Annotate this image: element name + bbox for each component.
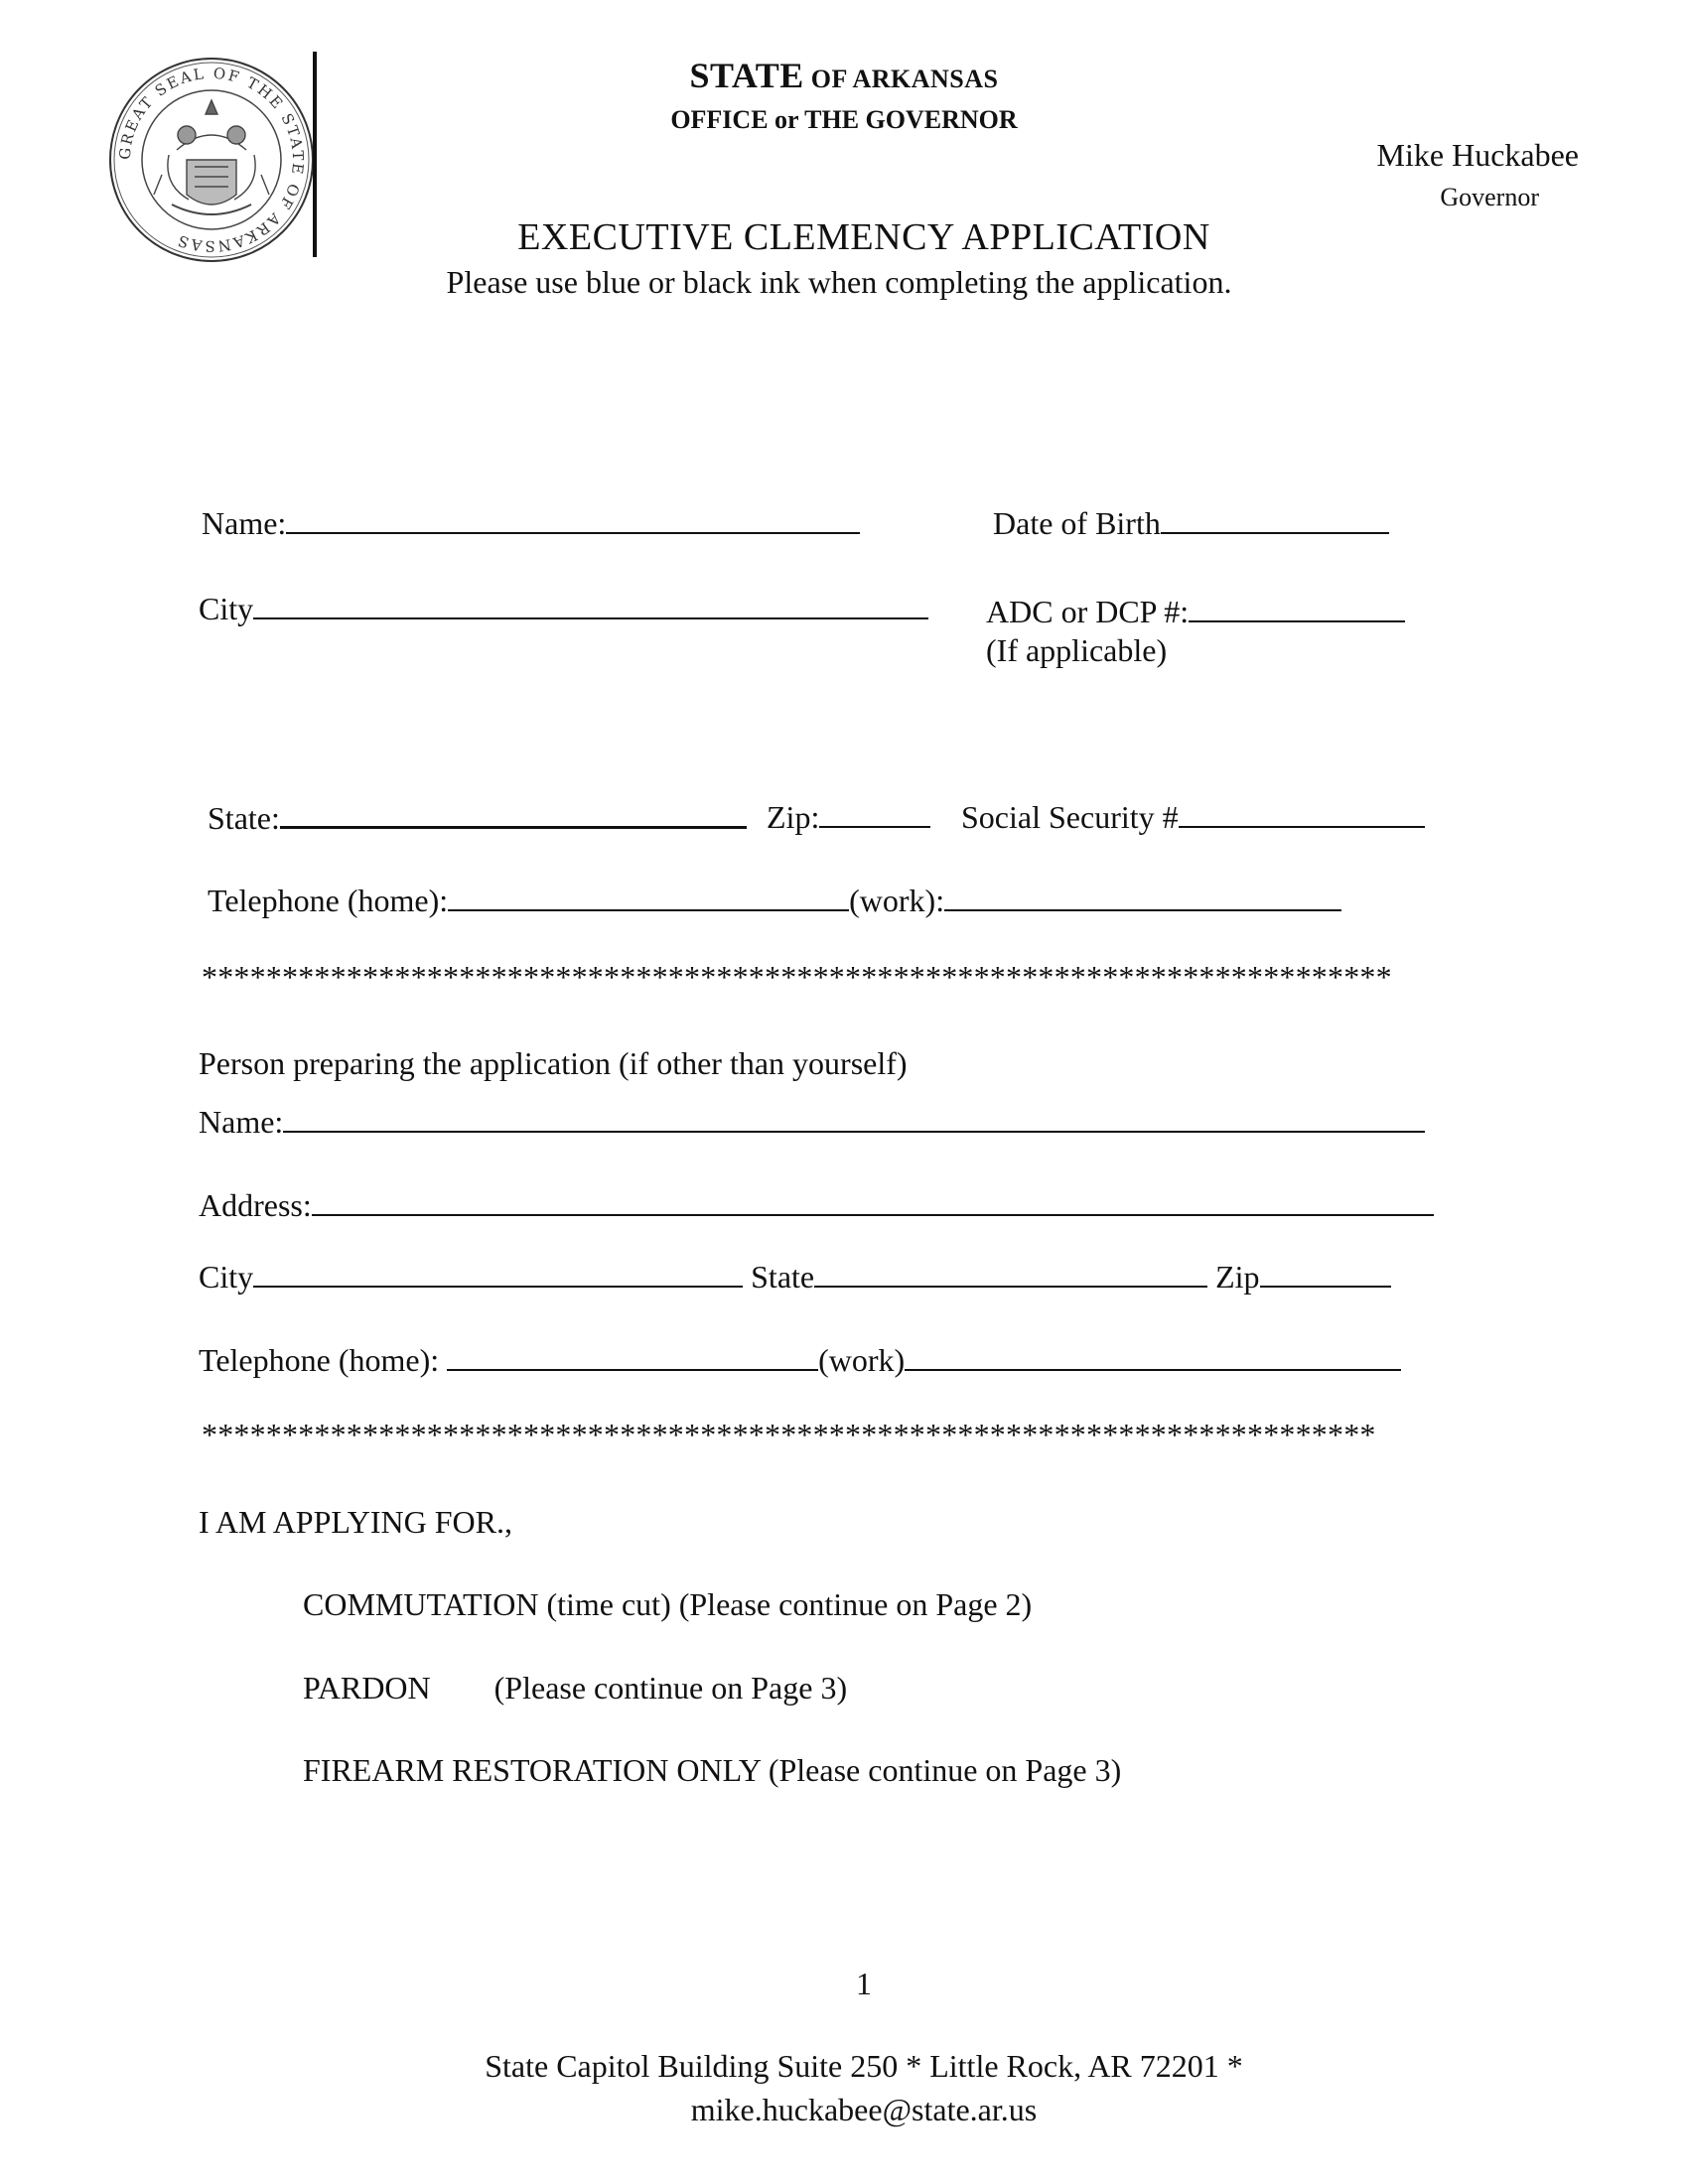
- preparer-phone-home-label: Telephone (home):: [199, 1342, 448, 1378]
- preparer-address-label: Address:: [199, 1187, 312, 1223]
- applying-heading: I AM APPLYING FOR.,: [199, 1504, 512, 1540]
- applicant-state-label: State:: [208, 800, 280, 836]
- preparer-city-input[interactable]: [253, 1256, 743, 1288]
- preparer-city-label: City: [199, 1259, 254, 1295]
- applicant-zip-label: Zip:: [767, 799, 820, 835]
- adc-dcp-field: [986, 591, 1405, 630]
- applicant-name-field: [202, 502, 860, 542]
- applicant-name-input[interactable]: [286, 502, 860, 534]
- preparer-name-field: [199, 1101, 1425, 1141]
- applicant-name-label: Name:: [202, 505, 287, 541]
- ink-instruction: Please use blue or black ink when completing the application.: [446, 264, 1232, 300]
- applicant-state-input[interactable]: [280, 796, 747, 829]
- applicant-city-field: [199, 588, 928, 627]
- section-separator: *************************************************************************: [202, 1417, 1376, 1452]
- preparer-city-state-zip-field: [199, 1256, 1391, 1296]
- applicant-zip-input[interactable]: [819, 796, 930, 828]
- section-separator: **************************************************************************: [202, 959, 1392, 995]
- footer-address: State Capitol Building Suite 250 * Little Rock, AR 72201 *: [485, 2048, 1243, 2084]
- preparer-address-field: [199, 1184, 1434, 1224]
- preparer-heading: Person preparing the application (if other than yourself): [199, 1045, 908, 1081]
- applicant-city-input[interactable]: [253, 588, 928, 619]
- svg-text:GREAT SEAL OF THE STATE OF ARK: GREAT SEAL OF THE STATE OF ARKANSAS: [115, 64, 308, 256]
- date-of-birth-input[interactable]: [1161, 502, 1389, 534]
- option-pardon-label: PARDON: [303, 1670, 431, 1706]
- state-title: STATE OF ARKANSAS: [689, 56, 999, 95]
- preparer-phone-work-input[interactable]: [905, 1339, 1401, 1371]
- preparer-address-input[interactable]: [312, 1184, 1434, 1216]
- social-security-input[interactable]: [1179, 796, 1425, 828]
- footer-email[interactable]: mike.huckabee@state.ar.us: [690, 2092, 1038, 2127]
- governor-name: Mike Huckabee: [1376, 137, 1579, 173]
- social-security-field: [961, 796, 1425, 836]
- social-security-label: Social Security #: [961, 799, 1179, 835]
- date-of-birth-label: Date of Birth: [993, 505, 1161, 541]
- date-of-birth-field: [993, 502, 1389, 542]
- applicant-phone-home-input[interactable]: [448, 880, 849, 911]
- applicant-phone-home-label: Telephone (home):: [208, 883, 449, 918]
- adc-dcp-input[interactable]: [1189, 591, 1405, 622]
- option-pardon[interactable]: [303, 1670, 847, 1706]
- preparer-phone-work-label: (work): [818, 1342, 906, 1378]
- preparer-zip-label: Zip: [1215, 1259, 1260, 1295]
- preparer-state-label: State: [751, 1259, 815, 1295]
- office-title: OFFICE or THE GOVERNOR: [670, 105, 1018, 134]
- option-firearm-restoration[interactable]: FIREARM RESTORATION ONLY (Please continue on Page 3): [303, 1752, 1122, 1788]
- applicant-telephone-field: [208, 880, 1341, 919]
- option-commutation[interactable]: COMMUTATION (time cut) (Please continue on Page 2): [303, 1586, 1033, 1622]
- preparer-state-input[interactable]: [814, 1256, 1207, 1288]
- adc-dcp-label: ADC or DCP #:: [986, 594, 1190, 629]
- form-title: EXECUTIVE CLEMENCY APPLICATION: [517, 216, 1210, 258]
- governor-title: Governor: [1440, 183, 1539, 211]
- preparer-name-label: Name:: [199, 1104, 284, 1140]
- preparer-telephone-field: [199, 1339, 1401, 1379]
- option-pardon-note: (Please continue on Page 3): [493, 1670, 848, 1706]
- applicant-city-label: City: [199, 591, 254, 626]
- preparer-zip-input[interactable]: [1260, 1256, 1391, 1288]
- applicant-phone-work-label: (work):: [849, 883, 945, 918]
- applicant-state-field: [208, 796, 747, 837]
- applicant-zip-field: [767, 796, 930, 836]
- preparer-name-input[interactable]: [283, 1101, 1425, 1133]
- preparer-phone-home-input[interactable]: [447, 1339, 818, 1371]
- page-number: 1: [856, 1966, 872, 2001]
- adc-dcp-note: (If applicable): [986, 632, 1168, 668]
- applicant-phone-work-input[interactable]: [944, 880, 1341, 911]
